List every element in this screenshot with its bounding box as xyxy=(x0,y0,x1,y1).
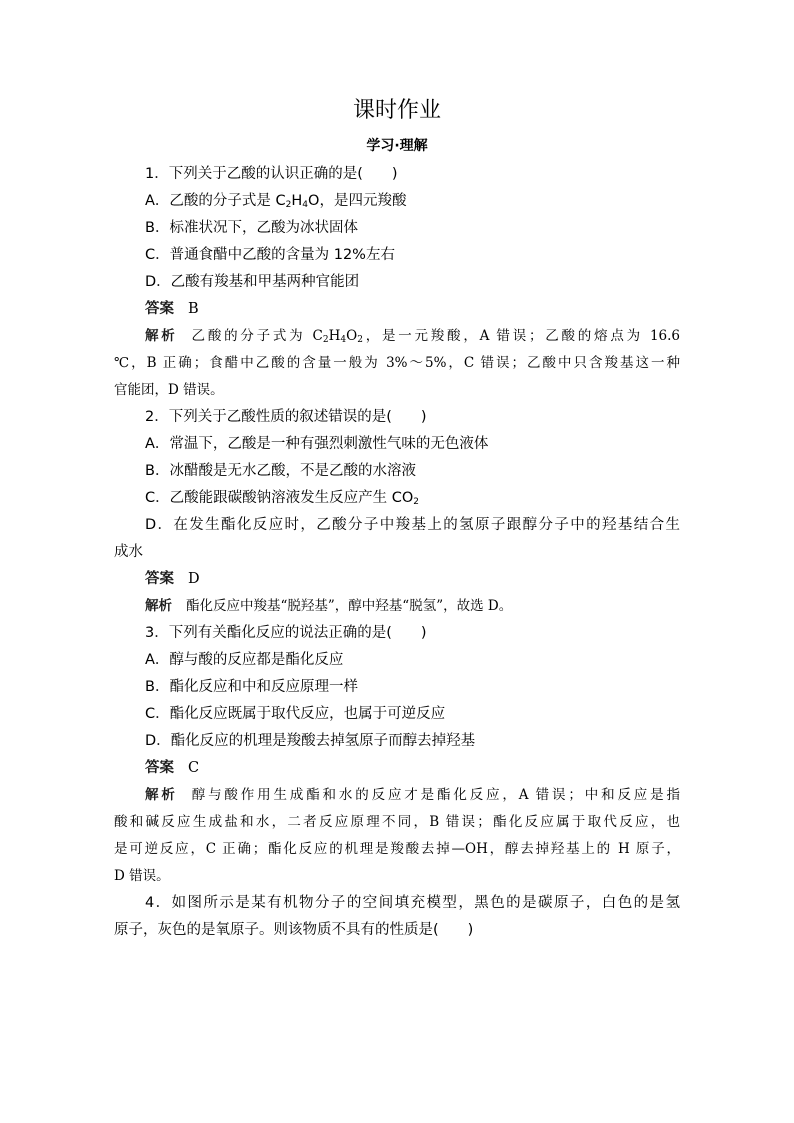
question-1-analysis-line-1: 解析 乙酸的分子式为 $C_2H_4O_2$，是一元羧酸，A 错误；乙酸的熔点为 16.6 xyxy=(145,328,681,345)
question-3-option-c: C．酯化反应既属于取代反应，也属于可逆反应 xyxy=(145,706,446,722)
question-1-option-b: B．标准状况下，乙酸为冰状固体 xyxy=(145,220,358,236)
answer-label: 答案 xyxy=(145,571,174,587)
question-3-analysis-line-2: 酸和碱反应生成盐和水，二者反应原理不同，B 错误；酯化反应属于取代反应，也 xyxy=(114,814,680,830)
question-4-stem-line-1: 4．如图所示是某有机物分子的空间填充模型，黑色的是碳原子，白色的是氢 xyxy=(145,895,680,911)
question-3-answer: 答案 C xyxy=(145,760,200,776)
answer-label: 答案 xyxy=(145,301,174,317)
question-2-option-d-line-2: 成水 xyxy=(114,544,143,560)
question-3-option-d: D．酯化反应的机理是羧酸去掉氢原子而醇去掉羟基 xyxy=(145,733,476,749)
analysis-label: 解析 xyxy=(145,598,172,614)
question-1-option-c: C．普通食醋中乙酸的含量为 12%左右 xyxy=(145,247,395,263)
question-2-option-a: A．常温下，乙酸是一种有强烈刺激性气味的无色液体 xyxy=(145,436,489,452)
question-1-analysis-line-3: 官能团，D 错误。 xyxy=(114,382,224,398)
question-2-stem: 2．下列关于乙酸性质的叙述错误的是( ) xyxy=(145,409,427,425)
question-2-option-d-line-1: D．在发生酯化反应时，乙酸分子中羧基上的氢原子跟醇分子中的羟基结合生 xyxy=(145,517,680,533)
question-3-stem: 3．下列有关酯化反应的说法正确的是( ) xyxy=(145,625,427,641)
question-1-option-d: D．乙酸有羧基和甲基两种官能团 xyxy=(145,274,360,290)
question-3-option-b: B．酯化反应和中和反应原理一样 xyxy=(145,679,358,695)
analysis-label: 解析 xyxy=(145,787,178,803)
answer-label: 答案 xyxy=(145,760,174,776)
page-title: 课时作业 xyxy=(352,98,441,123)
analysis-label: 解析 xyxy=(145,328,178,344)
question-2-option-b: B．冰醋酸是无水乙酸，不是乙酸的水溶液 xyxy=(145,463,416,479)
question-1-answer: 答案 B xyxy=(145,301,199,317)
question-2-answer: 答案 D xyxy=(145,571,200,587)
question-2-option-c: C．乙酸能跟碳酸钠溶液发生反应产生 $CO_2$ xyxy=(145,490,420,507)
question-4-stem-line-2: 原子，灰色的是氧原子。则该物质不具有的性质是( ) xyxy=(114,922,474,938)
question-1-stem: 1．下列关于乙酸的认识正确的是( ) xyxy=(145,166,398,182)
question-1-option-a: A．乙酸的分子式是 $C_2H_4O$，是四元羧酸 xyxy=(145,193,407,210)
question-1-analysis-line-2: ℃，B 正确；食醋中乙酸的含量一般为 3%～5%，C 错误；乙酸中只含羧基这一种 xyxy=(114,355,680,371)
question-3-analysis-line-1: 解析 醇与酸作用生成酯和水的反应才是酯化反应，A 错误；中和反应是指 xyxy=(145,787,681,803)
section-heading: 学习·理解 xyxy=(366,138,428,154)
question-2-analysis: 解析 酯化反应中羧基“脱羟基”，醇中羟基“脱氢”，故选 D。 xyxy=(145,598,513,614)
question-3-analysis-line-3: 是可逆反应，C 正确；酯化反应的机理是羧酸去掉—OH，醇去掉羟基上的 H 原子， xyxy=(114,841,680,857)
question-3-analysis-line-4: D 错误。 xyxy=(114,868,170,884)
question-3-option-a: A．醇与酸的反应都是酯化反应 xyxy=(145,652,344,668)
